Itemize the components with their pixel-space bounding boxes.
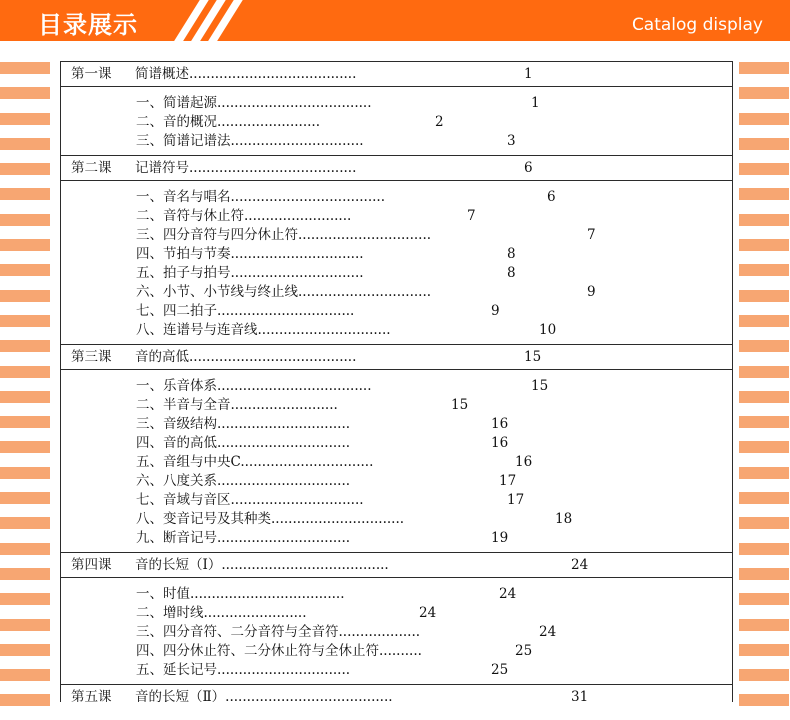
lesson-number: 第四课 [71, 557, 112, 573]
item-text: 四、节拍与节奏............................... [136, 246, 364, 262]
decor-bar [739, 315, 789, 327]
decor-bar [739, 517, 789, 529]
page-number: 24 [571, 557, 589, 573]
decor-bar [0, 264, 50, 276]
decor-bar [0, 239, 50, 251]
list-item[interactable] [61, 377, 732, 396]
lesson-header[interactable] [61, 685, 732, 702]
page-number: 17 [507, 492, 525, 508]
item-text: 二、增时线........................ [136, 605, 307, 621]
decor-bar [739, 669, 789, 681]
item-text: 六、小节、小节线与终止线............................... [136, 284, 432, 300]
list-item[interactable] [61, 472, 732, 491]
decor-bar [0, 188, 50, 200]
list-item[interactable] [61, 623, 732, 642]
item-text: 八、连谱号与连音线............................... [136, 322, 391, 338]
decor-bar [739, 188, 789, 200]
page-number: 16 [491, 435, 509, 451]
page-number: 2 [435, 114, 444, 130]
page-number: 15 [531, 378, 549, 394]
decor-bar [0, 669, 50, 681]
lesson-title: 音的长短（Ⅱ）....................................... [135, 689, 393, 702]
page-number: 25 [491, 662, 509, 678]
lesson-items [61, 87, 732, 156]
item-text: 四、音的高低............................... [136, 435, 351, 451]
decor-bar [739, 138, 789, 150]
decor-bar [0, 87, 50, 99]
list-item[interactable] [61, 661, 732, 680]
decor-bar [739, 214, 789, 226]
list-item[interactable] [61, 642, 732, 661]
lesson-title: 音的高低....................................... [135, 349, 357, 365]
item-text: 五、延长记号............................... [136, 662, 351, 678]
list-item[interactable] [61, 321, 732, 340]
decor-bar [739, 492, 789, 504]
list-item[interactable] [61, 604, 732, 623]
decor-bar [739, 543, 789, 555]
list-item[interactable] [61, 132, 732, 151]
page-number: 31 [571, 689, 589, 702]
decor-bar [739, 568, 789, 580]
page-number: 6 [547, 189, 556, 205]
decor-bar [0, 593, 50, 605]
list-item[interactable] [61, 264, 732, 283]
lesson-number: 第五课 [71, 689, 112, 702]
list-item[interactable] [61, 207, 732, 226]
decor-bar [0, 138, 50, 150]
page-number: 9 [587, 284, 596, 300]
page-number: 18 [555, 511, 573, 527]
list-item[interactable] [61, 585, 732, 604]
decor-bar [739, 163, 789, 175]
page-number: 17 [499, 473, 517, 489]
page-number: 3 [507, 133, 516, 149]
lesson-title: 音的长短（Ⅰ）....................................... [135, 557, 389, 573]
decor-bar [739, 87, 789, 99]
decor-bar [0, 214, 50, 226]
list-item[interactable] [61, 529, 732, 548]
page-number: 7 [587, 227, 596, 243]
decor-bar [0, 441, 50, 453]
item-text: 二、半音与全音......................... [136, 397, 338, 413]
decor-bar [0, 163, 50, 175]
item-text: 三、音级结构............................... [136, 416, 351, 432]
decor-bar [0, 467, 50, 479]
decor-bar [0, 391, 50, 403]
lesson-header[interactable] [61, 62, 732, 87]
right-decor-bars [739, 62, 789, 720]
decor-bar [739, 694, 789, 706]
lesson-number: 第三课 [71, 349, 112, 365]
page-number: 7 [467, 208, 476, 224]
decor-bar [0, 517, 50, 529]
decor-bar [739, 467, 789, 479]
lesson-number: 第一课 [71, 66, 112, 82]
list-item[interactable] [61, 415, 732, 434]
page-number: 15 [524, 349, 542, 365]
page-number: 15 [451, 397, 469, 413]
list-item[interactable] [61, 226, 732, 245]
decor-bar [0, 315, 50, 327]
list-item[interactable] [61, 434, 732, 453]
decor-bar [0, 694, 50, 706]
decor-bar [0, 619, 50, 631]
page-number: 19 [491, 530, 509, 546]
decor-bar [739, 264, 789, 276]
decor-bar [739, 340, 789, 352]
item-text: 六、八度关系............................... [136, 473, 351, 489]
page-number: 1 [524, 66, 533, 82]
item-text: 一、乐音体系.................................... [136, 378, 372, 394]
page-title: 目录展示 [38, 11, 138, 39]
decor-bar [739, 366, 789, 378]
page-number: 1 [531, 95, 540, 111]
item-text: 三、四分音符与四分休止符............................... [136, 227, 432, 243]
page-number: 16 [491, 416, 509, 432]
page-subtitle: Catalog display [631, 15, 763, 35]
decor-bar [0, 62, 50, 74]
list-item[interactable] [61, 283, 732, 302]
decor-bar [0, 644, 50, 656]
decor-bar [739, 593, 789, 605]
catalog-table [60, 61, 733, 702]
item-text: 一、音名与唱名.................................... [136, 189, 385, 205]
lesson-header[interactable] [61, 345, 732, 370]
lesson-items [61, 181, 732, 345]
page-number: 24 [419, 605, 437, 621]
page-number: 16 [515, 454, 533, 470]
list-item[interactable] [61, 396, 732, 415]
list-item[interactable] [61, 113, 732, 132]
item-text: 二、音的概况........................ [136, 114, 320, 130]
decor-bar [0, 340, 50, 352]
item-text: 五、音组与中央C............................... [136, 454, 374, 470]
decor-bar [739, 391, 789, 403]
page-number: 24 [499, 586, 517, 602]
item-text: 三、简谱记谱法............................... [136, 133, 364, 149]
item-text: 八、变音记号及其种类............................... [136, 511, 405, 527]
page-number: 25 [515, 643, 533, 659]
lesson-number: 第二课 [71, 160, 112, 176]
list-item[interactable] [61, 94, 732, 113]
decor-bar [0, 492, 50, 504]
list-item[interactable] [61, 302, 732, 321]
header-banner [0, 0, 790, 41]
decor-bar [739, 113, 789, 125]
page-number: 9 [491, 303, 500, 319]
decor-bar [0, 366, 50, 378]
item-text: 九、断音记号............................... [136, 530, 351, 546]
decor-bar [739, 290, 789, 302]
lesson-title: 记谱符号....................................... [135, 160, 357, 176]
decor-bar [0, 290, 50, 302]
list-item[interactable] [61, 491, 732, 510]
item-text: 三、四分音符、二分音符与全音符................... [136, 624, 421, 640]
list-item[interactable] [61, 245, 732, 264]
page-number: 10 [539, 322, 557, 338]
decor-bar [0, 568, 50, 580]
lesson-title: 简谱概述....................................... [135, 66, 357, 82]
item-text: 七、四二拍子................................ [136, 303, 355, 319]
item-text: 五、拍子与拍号............................... [136, 265, 364, 281]
lesson-items [61, 370, 732, 553]
decor-bar [0, 416, 50, 428]
page-number: 8 [507, 265, 516, 281]
item-text: 七、音域与音区............................... [136, 492, 364, 508]
decor-bar [0, 113, 50, 125]
item-text: 二、音符与休止符......................... [136, 208, 352, 224]
item-text: 四、四分休止符、二分休止符与全休止符.......... [136, 643, 422, 659]
list-item[interactable] [61, 510, 732, 529]
lesson-header[interactable] [61, 156, 732, 181]
item-text: 一、简谱起源.................................... [136, 95, 372, 111]
decor-bar [739, 239, 789, 251]
list-item[interactable] [61, 188, 732, 207]
decor-bar [739, 416, 789, 428]
item-text: 一、时值.................................... [136, 586, 345, 602]
decor-bar [0, 543, 50, 555]
page-number: 8 [507, 246, 516, 262]
decor-bar [739, 644, 789, 656]
decor-bar [739, 62, 789, 74]
lesson-header[interactable] [61, 553, 732, 578]
lesson-items [61, 578, 732, 685]
decor-bar [739, 619, 789, 631]
decor-bar [739, 441, 789, 453]
left-decor-bars [0, 62, 50, 720]
list-item[interactable] [61, 453, 732, 472]
page-number: 6 [524, 160, 533, 176]
page-number: 24 [539, 624, 557, 640]
